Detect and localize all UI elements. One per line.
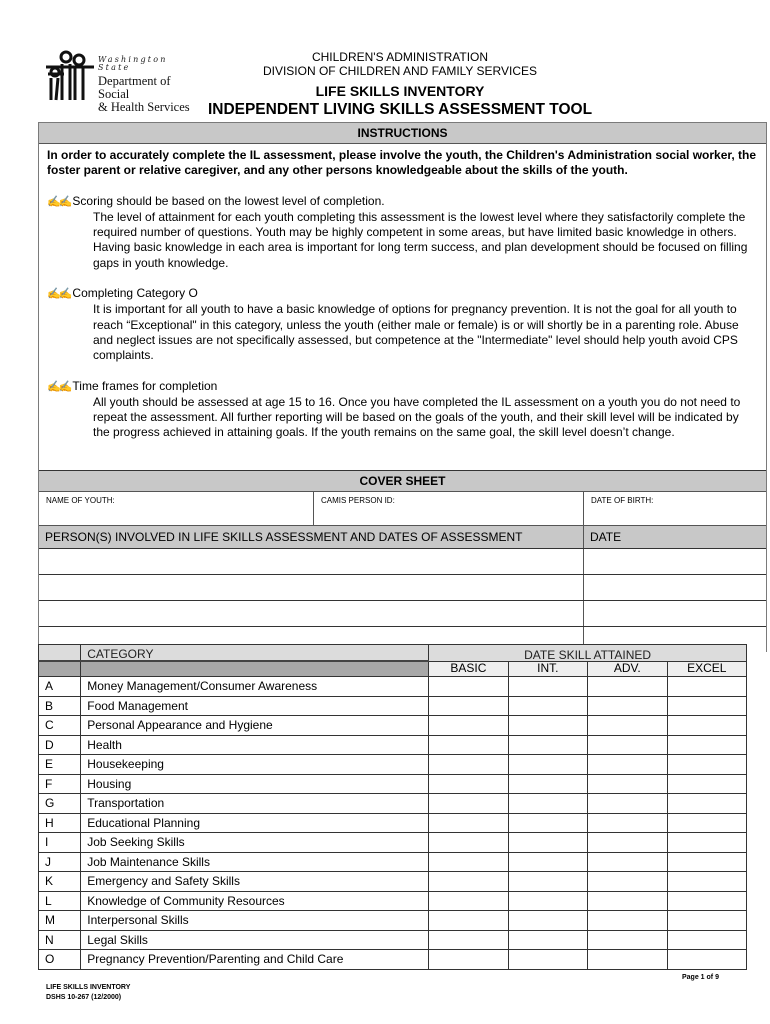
category-letter: A <box>39 677 81 697</box>
date-excel-field[interactable] <box>667 950 747 970</box>
date-adv-field[interactable] <box>588 677 667 697</box>
date-excel-field[interactable] <box>667 930 747 950</box>
category-letter: G <box>39 794 81 814</box>
logo-dept-line2: & Health Services <box>98 100 190 115</box>
table-row <box>39 716 747 736</box>
table-row <box>39 774 747 794</box>
date-excel-field[interactable] <box>667 833 747 853</box>
category-name: Money Management/Consumer Awareness <box>81 677 429 697</box>
category-name: Housing <box>81 774 429 794</box>
date-adv-field[interactable] <box>588 794 667 814</box>
table-row <box>39 755 747 775</box>
division-name: DIVISION OF CHILDREN AND FAMILY SERVICES <box>262 64 538 78</box>
category-subheader <box>81 661 429 677</box>
table-row <box>39 930 747 950</box>
level-basic-header: BASIC <box>429 661 508 677</box>
date-adv-field[interactable] <box>588 755 667 775</box>
category-name: Emergency and Safety Skills <box>81 872 429 892</box>
category-letter: N <box>39 930 81 950</box>
level-header-row <box>39 661 747 677</box>
cover-sheet-heading: COVER SHEET <box>39 470 766 492</box>
date-adv-field[interactable] <box>588 774 667 794</box>
category-letter: F <box>39 774 81 794</box>
date-excel-field[interactable] <box>667 774 747 794</box>
date-excel-field[interactable] <box>667 891 747 911</box>
table-row <box>39 872 747 892</box>
instruction-item-time-frames <box>47 379 758 395</box>
date-int-field[interactable] <box>508 735 587 755</box>
instructions-body <box>39 144 766 470</box>
person-field[interactable] <box>39 575 584 600</box>
level-int-header: INT. <box>508 661 587 677</box>
instruction-title: Scoring should be based on the lowest level of completion. <box>72 193 385 208</box>
category-letter: K <box>39 872 81 892</box>
date-excel-field[interactable] <box>667 911 747 931</box>
date-of-birth-field[interactable] <box>584 492 766 525</box>
date-excel-field[interactable] <box>667 716 747 736</box>
category-rows <box>39 677 747 970</box>
category-name: Knowledge of Community Resources <box>81 891 429 911</box>
date-int-field[interactable] <box>508 696 587 716</box>
date-basic-field[interactable] <box>429 852 508 872</box>
writing-hand-icon: ✍✍ <box>47 195 71 208</box>
date-int-field[interactable] <box>508 813 587 833</box>
date-basic-field[interactable] <box>429 872 508 892</box>
persons-row <box>39 575 766 601</box>
category-name: Health <box>81 735 429 755</box>
instructions-heading: INSTRUCTIONS <box>39 123 766 144</box>
date-adv-field[interactable] <box>588 696 667 716</box>
date-int-field[interactable] <box>508 833 587 853</box>
date-header: DATE <box>590 530 622 544</box>
date-basic-field[interactable] <box>429 755 508 775</box>
category-letter: J <box>39 852 81 872</box>
page-number: Page 1 of 9 <box>682 974 719 981</box>
letter-header <box>39 645 81 662</box>
date-basic-field[interactable] <box>429 696 508 716</box>
category-name: Personal Appearance and Hygiene <box>81 716 429 736</box>
date-basic-field[interactable] <box>429 716 508 736</box>
date-basic-field[interactable] <box>429 833 508 853</box>
date-int-field[interactable] <box>508 930 587 950</box>
date-basic-field[interactable] <box>429 794 508 814</box>
form-frame <box>38 122 767 652</box>
date-int-field[interactable] <box>508 677 587 697</box>
letter-subheader <box>39 661 81 677</box>
date-adv-field[interactable] <box>588 950 667 970</box>
table-row <box>39 813 747 833</box>
date-excel-field[interactable] <box>667 696 747 716</box>
category-name: Job Maintenance Skills <box>81 852 429 872</box>
instruction-text: The level of attainment for each youth completing this assessment is the lowest level where they satisfactorily complete the required number of questions. Youth may be highly competent in some areas, but have limited basic knowledge in others. Having basic knowledge in each area is important for long term success, and plan development should be focused on filling gaps in youth knowledge. <box>93 209 748 270</box>
cover-fields-row <box>39 492 766 526</box>
document-title: LIFE SKILLS INVENTORY <box>315 83 485 99</box>
date-adv-field[interactable] <box>588 891 667 911</box>
category-header: CATEGORY <box>81 645 429 662</box>
logo-dept-line1: Department of Social <box>98 73 171 101</box>
form-name: LIFE SKILLS INVENTORY <box>46 984 131 991</box>
date-adv-field[interactable] <box>588 833 667 853</box>
category-letter: M <box>39 911 81 931</box>
assessment-date-field[interactable] <box>584 575 766 600</box>
date-int-field[interactable] <box>508 872 587 892</box>
logo-state-text: Washington State <box>98 55 168 73</box>
date-excel-field[interactable] <box>667 755 747 775</box>
table-row <box>39 911 747 931</box>
date-int-field[interactable] <box>508 852 587 872</box>
level-excel-header: EXCEL <box>667 661 747 677</box>
date-adv-field[interactable] <box>588 735 667 755</box>
category-name: Job Seeking Skills <box>81 833 429 853</box>
date-basic-field[interactable] <box>429 813 508 833</box>
category-table <box>38 644 747 970</box>
persons-header: PERSON(S) INVOLVED IN LIFE SKILLS ASSESSMENT AND DATES OF ASSESSMENT <box>39 526 584 548</box>
form-identifier <box>46 983 130 1003</box>
table-row <box>39 950 747 970</box>
date-basic-field[interactable] <box>429 891 508 911</box>
date-basic-field[interactable] <box>429 677 508 697</box>
category-name: Transportation <box>81 794 429 814</box>
date-adv-field[interactable] <box>588 852 667 872</box>
table-row <box>39 696 747 716</box>
date-excel-field[interactable] <box>667 735 747 755</box>
date-adv-field[interactable] <box>588 716 667 736</box>
date-basic-field[interactable] <box>429 735 508 755</box>
date-basic-field[interactable] <box>429 911 508 931</box>
assessment-date-field[interactable] <box>584 601 766 626</box>
instruction-text: All youth should be assessed at age 15 to 16. Once you have completed the IL assessment on a youth you do not need to repeat the assessment. All further reporting will be based on the goals of the youth, and their skill level will be indicated by the progress achieved in attaining goals. If the youth remains on the same goal, the skill level doesn’t change. <box>93 394 741 440</box>
form-number: DSHS 10-267 (12/2000) <box>46 994 122 1001</box>
persons-row <box>39 601 766 627</box>
document-subtitle: INDEPENDENT LIVING SKILLS ASSESSMENT TOOL <box>207 101 593 118</box>
writing-hand-icon: ✍✍ <box>47 380 71 393</box>
date-int-field[interactable] <box>508 794 587 814</box>
table-row <box>39 891 747 911</box>
person-field[interactable] <box>39 601 584 626</box>
category-letter: O <box>39 950 81 970</box>
date-excel-field[interactable] <box>667 794 747 814</box>
date-skill-attained-header: DATE SKILL ATTAINED <box>429 645 747 662</box>
category-name: Educational Planning <box>81 813 429 833</box>
date-int-field[interactable] <box>508 891 587 911</box>
table-row <box>39 833 747 853</box>
name-of-youth-field[interactable] <box>39 492 314 525</box>
date-adv-field[interactable] <box>588 911 667 931</box>
category-header-row <box>39 645 747 662</box>
date-int-field[interactable] <box>508 911 587 931</box>
level-adv-header: ADV. <box>588 661 667 677</box>
camis-person-id-label: CAMIS PERSON ID: <box>321 496 395 505</box>
date-int-field[interactable] <box>508 716 587 736</box>
persons-header-row <box>39 526 766 549</box>
date-adv-field[interactable] <box>588 813 667 833</box>
assessment-date-field[interactable] <box>584 549 766 574</box>
date-adv-field[interactable] <box>588 930 667 950</box>
category-letter: I <box>39 833 81 853</box>
date-int-field[interactable] <box>508 950 587 970</box>
instruction-item-category-o <box>47 286 758 302</box>
category-letter: C <box>39 716 81 736</box>
category-name: Food Management <box>81 696 429 716</box>
date-int-field[interactable] <box>508 774 587 794</box>
date-int-field[interactable] <box>508 755 587 775</box>
instructions-lead: In order to accurately complete the IL assessment, please involve the youth, the Children's Administration social worker, the foster parent or relative caregiver, and any other persons knowledgeable about the skills of the youth. <box>47 148 757 178</box>
category-name: Interpersonal Skills <box>81 911 429 931</box>
date-excel-field[interactable] <box>667 813 747 833</box>
category-name: Housekeeping <box>81 755 429 775</box>
org-name: CHILDREN'S ADMINISTRATION <box>311 50 489 64</box>
table-row <box>39 794 747 814</box>
name-of-youth-label: NAME OF YOUTH: <box>46 496 115 505</box>
writing-hand-icon: ✍✍ <box>47 288 71 301</box>
date-excel-field[interactable] <box>667 677 747 697</box>
category-name: Legal Skills <box>81 930 429 950</box>
instruction-title: Time frames for completion <box>72 378 218 393</box>
persons-row <box>39 549 766 575</box>
category-letter: B <box>39 696 81 716</box>
category-letter: H <box>39 813 81 833</box>
instruction-item-scoring <box>47 194 758 210</box>
instruction-title: Completing Category O <box>72 286 198 301</box>
category-letter: L <box>39 891 81 911</box>
date-adv-field[interactable] <box>588 872 667 892</box>
table-row <box>39 677 747 697</box>
category-letter: D <box>39 735 81 755</box>
date-basic-field[interactable] <box>429 950 508 970</box>
date-basic-field[interactable] <box>429 774 508 794</box>
table-row <box>39 735 747 755</box>
date-basic-field[interactable] <box>429 930 508 950</box>
date-excel-field[interactable] <box>667 852 747 872</box>
date-excel-field[interactable] <box>667 872 747 892</box>
category-letter: E <box>39 755 81 775</box>
instruction-text: It is important for all youth to have a basic knowledge of options for pregnancy prevention. It is not the goal for all youth to reach “Exceptional" in this category, unless the youth (either male or female) is or will shortly be in a parenting role. Abuse and neglect issues are not specifically assessed, but competence at the "Intermediate" level should help youth avoid CPS complaints. <box>93 302 739 363</box>
person-field[interactable] <box>39 549 584 574</box>
table-row <box>39 852 747 872</box>
camis-person-id-field[interactable] <box>314 492 584 525</box>
category-name: Pregnancy Prevention/Parenting and Child Care <box>81 950 429 970</box>
date-of-birth-label: DATE OF BIRTH: <box>591 496 654 505</box>
